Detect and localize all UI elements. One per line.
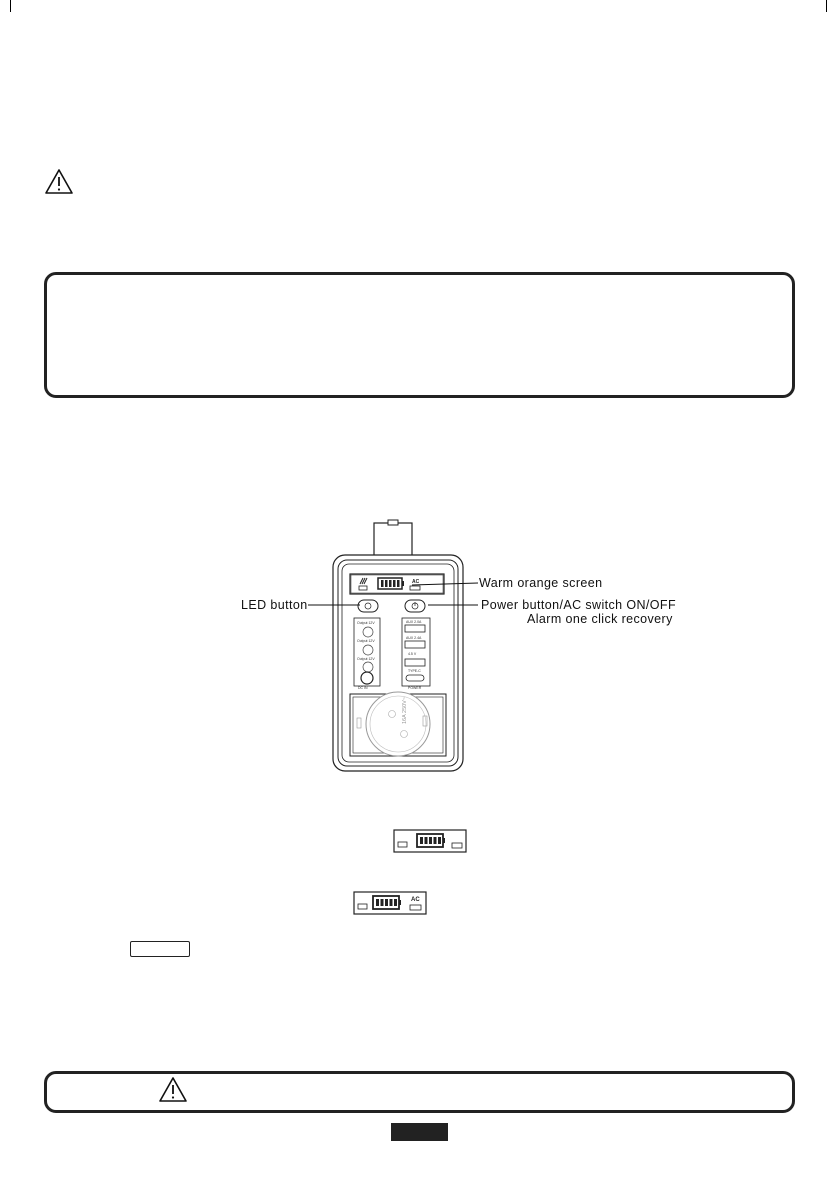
page-number-tab bbox=[391, 1123, 448, 1141]
device-diagram bbox=[330, 518, 470, 773]
label-alarm-recovery: Alarm one click recovery bbox=[527, 612, 673, 626]
device-usb1-text: AUX 2.0A bbox=[406, 620, 422, 624]
device-typec-text: TYPE-C bbox=[408, 669, 421, 673]
device-usb3-text: 4.5 V bbox=[408, 652, 417, 656]
device-power-text: POWER bbox=[408, 686, 422, 690]
device-dc2-text: Output 12V bbox=[357, 639, 375, 643]
small-empty-box bbox=[130, 941, 190, 957]
device-usb2-text: AUX 2.4A bbox=[406, 636, 422, 640]
notice-box bbox=[44, 272, 795, 398]
device-ac-text: AC bbox=[412, 579, 420, 585]
warning-box-icon bbox=[158, 1076, 188, 1103]
warning-box bbox=[44, 1071, 795, 1113]
battery-indicator-1 bbox=[393, 829, 467, 853]
label-warm-orange-screen: Warm orange screen bbox=[479, 576, 603, 590]
indicator-ac-text: AC bbox=[411, 897, 420, 903]
label-led-button: LED button bbox=[241, 598, 308, 612]
cut-mark-left bbox=[10, 0, 11, 12]
device-dcin-text: DC IN bbox=[358, 686, 368, 690]
cut-mark-right bbox=[826, 0, 827, 12]
device-dc3-text: Output 12V bbox=[357, 657, 375, 661]
label-power-button: Power button/AC switch ON/OFF bbox=[481, 598, 676, 612]
device-dc1-text: Output 12V bbox=[357, 621, 375, 625]
battery-indicator-2 bbox=[353, 891, 427, 915]
device-socket-text: 16A 250V~ bbox=[402, 696, 408, 724]
callout-lines bbox=[300, 580, 490, 612]
warning-icon bbox=[44, 168, 74, 195]
